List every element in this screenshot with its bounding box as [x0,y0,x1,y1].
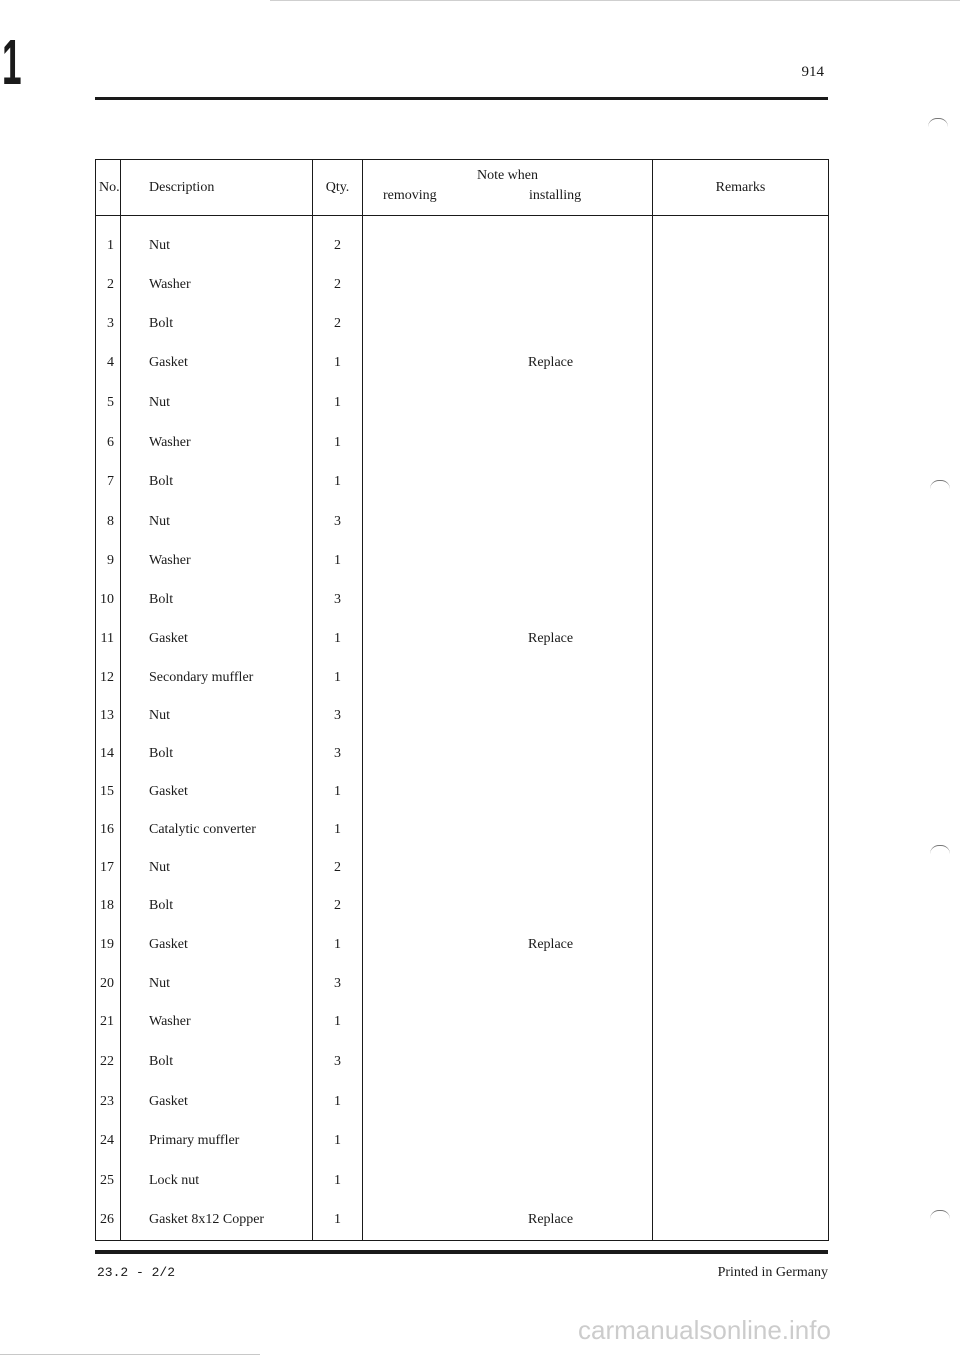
row-number: 6 [96,423,121,463]
table-row [96,344,829,383]
header-note-removing: removing [383,188,437,203]
row-quantity: 1 [313,659,363,697]
header-description: Description [121,160,313,216]
row-description: Bolt [121,463,313,502]
row-quantity: 1 [313,1161,363,1201]
row-remarks [653,266,829,305]
row-number: 23 [96,1082,121,1122]
row-remarks [653,1201,829,1241]
row-description: Bolt [121,1042,313,1082]
table-row [96,926,829,965]
table-row [96,1122,829,1161]
row-number: 1 [96,216,121,266]
row-quantity: 3 [313,697,363,735]
row-remarks [653,887,829,926]
row-remarks [653,697,829,735]
row-remarks [653,926,829,965]
row-quantity: 1 [313,542,363,581]
row-remarks [653,463,829,502]
row-description: Gasket 8x12 Copper [121,1201,313,1241]
row-description: Gasket [121,344,313,383]
row-remarks [653,581,829,620]
row-description: Nut [121,697,313,735]
section-number: 1 [2,26,22,98]
row-remarks [653,620,829,659]
row-note: Replace [363,926,653,965]
table-row [96,305,829,344]
table-row [96,773,829,811]
row-quantity: 1 [313,926,363,965]
row-quantity: 3 [313,502,363,542]
row-note [363,1161,653,1201]
row-number: 3 [96,305,121,344]
row-number: 14 [96,735,121,773]
row-remarks [653,1003,829,1042]
row-number: 11 [96,620,121,659]
row-quantity: 1 [313,1082,363,1122]
row-description: Bolt [121,735,313,773]
row-remarks [653,542,829,581]
row-note [363,811,653,849]
row-note [363,463,653,502]
row-remarks [653,216,829,266]
row-description: Bolt [121,305,313,344]
row-note: Replace [363,344,653,383]
row-remarks [653,1082,829,1122]
row-description: Nut [121,849,313,887]
table-row [96,1003,829,1042]
row-quantity: 1 [313,1003,363,1042]
row-number: 13 [96,697,121,735]
table-header-row [96,160,829,216]
row-note [363,659,653,697]
row-description: Gasket [121,620,313,659]
header-no: No. [96,160,121,216]
row-note [363,1082,653,1122]
row-note [363,697,653,735]
row-quantity: 1 [313,773,363,811]
table-row [96,502,829,542]
table-row [96,965,829,1003]
row-remarks [653,305,829,344]
row-quantity: 3 [313,581,363,620]
watermark: carmanualsonline.info [578,1315,831,1345]
row-description: Bolt [121,887,313,926]
row-number: 8 [96,502,121,542]
row-description: Washer [121,542,313,581]
row-remarks [653,849,829,887]
table-row [96,542,829,581]
row-remarks [653,811,829,849]
table-row [96,811,829,849]
row-description: Catalytic converter [121,811,313,849]
row-quantity: 3 [313,1042,363,1082]
row-note [363,849,653,887]
row-note [363,502,653,542]
printed-in-note: Printed in Germany [717,1265,828,1280]
row-number: 24 [96,1122,121,1161]
row-remarks [653,423,829,463]
row-number: 7 [96,463,121,502]
row-note [363,423,653,463]
row-number: 4 [96,344,121,383]
row-remarks [653,502,829,542]
table-row [96,423,829,463]
row-description: Primary muffler [121,1122,313,1161]
row-remarks [653,1122,829,1161]
row-quantity: 1 [313,423,363,463]
row-description: Washer [121,266,313,305]
table-row [96,266,829,305]
scan-mark [930,1210,950,1219]
row-note [363,266,653,305]
row-description: Bolt [121,581,313,620]
row-quantity: 2 [313,887,363,926]
table-row [96,581,829,620]
table-row [96,1161,829,1201]
row-quantity: 1 [313,463,363,502]
row-description: Gasket [121,1082,313,1122]
header-note-installing: installing [529,188,582,203]
scan-mark [930,480,950,489]
row-number: 17 [96,849,121,887]
row-remarks [653,383,829,423]
table-body [96,216,829,1241]
table-row [96,887,829,926]
table-row [96,383,829,423]
row-remarks [653,344,829,383]
table-row [96,1042,829,1082]
row-remarks [653,965,829,1003]
row-description: Gasket [121,926,313,965]
row-note [363,581,653,620]
row-note: Replace [363,1201,653,1241]
row-note [363,1042,653,1082]
row-note [363,216,653,266]
row-description: Nut [121,216,313,266]
table-row [96,735,829,773]
table-row [96,216,829,266]
table-row [96,463,829,502]
row-note: Replace [363,620,653,659]
row-note [363,1122,653,1161]
row-number: 9 [96,542,121,581]
row-number: 15 [96,773,121,811]
row-remarks [653,735,829,773]
row-description: Gasket [121,773,313,811]
row-quantity: 2 [313,849,363,887]
row-quantity: 1 [313,1201,363,1241]
row-quantity: 2 [313,305,363,344]
row-description: Lock nut [121,1161,313,1201]
row-note [363,887,653,926]
header-qty: Qty. [313,160,363,216]
row-number: 22 [96,1042,121,1082]
row-remarks [653,1042,829,1082]
row-quantity: 2 [313,266,363,305]
row-number: 18 [96,887,121,926]
header-remarks: Remarks [653,160,829,216]
row-quantity: 1 [313,1122,363,1161]
row-quantity: 2 [313,216,363,266]
row-number: 5 [96,383,121,423]
model-number: 914 [801,64,824,80]
row-number: 12 [96,659,121,697]
table-row [96,659,829,697]
scan-edge-line [270,0,960,1]
scan-bottom-line [0,1354,260,1355]
scan-mark [928,118,948,127]
row-remarks [653,1161,829,1201]
row-remarks [653,659,829,697]
row-note [363,1003,653,1042]
header-note-title: Note when [476,168,539,183]
row-number: 2 [96,266,121,305]
table-row [96,620,829,659]
header-note [363,160,653,216]
row-note [363,735,653,773]
row-description: Washer [121,423,313,463]
row-quantity: 3 [313,735,363,773]
row-quantity: 1 [313,383,363,423]
table-row [96,1201,829,1241]
row-description: Nut [121,502,313,542]
row-note [363,383,653,423]
row-number: 19 [96,926,121,965]
table-row [96,697,829,735]
row-number: 26 [96,1201,121,1241]
header-rule [95,97,828,100]
footer-rule [95,1250,828,1254]
page-reference: 23.2 - 2/2 [97,1265,176,1280]
row-quantity: 1 [313,620,363,659]
row-quantity: 1 [313,811,363,849]
table-row [96,849,829,887]
row-description: Nut [121,383,313,423]
row-note [363,773,653,811]
table-row [96,1082,829,1122]
row-remarks [653,773,829,811]
row-number: 16 [96,811,121,849]
row-note [363,305,653,344]
row-description: Nut [121,965,313,1003]
row-description: Secondary muffler [121,659,313,697]
row-number: 21 [96,1003,121,1042]
row-number: 25 [96,1161,121,1201]
row-number: 10 [96,581,121,620]
row-description: Washer [121,1003,313,1042]
row-quantity: 1 [313,344,363,383]
parts-table [95,159,829,1241]
row-note [363,965,653,1003]
scan-mark [930,845,950,854]
row-quantity: 3 [313,965,363,1003]
row-number: 20 [96,965,121,1003]
row-note [363,542,653,581]
